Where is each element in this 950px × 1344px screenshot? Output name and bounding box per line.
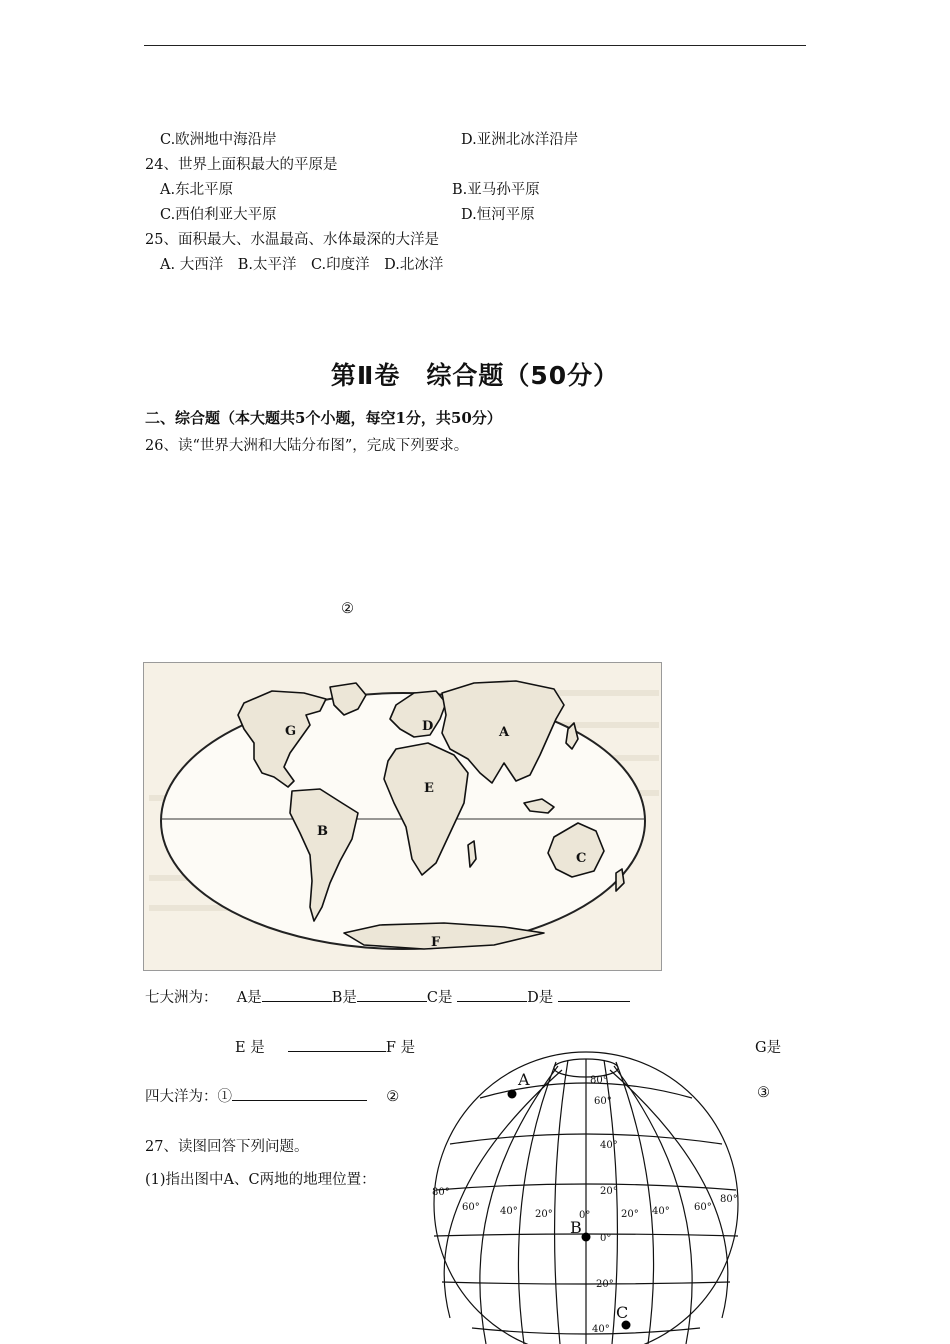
e-is-label: E 是 (235, 1040, 265, 1056)
map-label-f: F (431, 935, 441, 950)
q25-options: A. 大西洋 B.太平洋 C.印度洋 D.北冰洋 (160, 257, 444, 273)
q24-option-a: A.东北平原 (160, 182, 234, 198)
lon-label-60w: 60° (462, 1202, 480, 1213)
oceans-row (145, 1085, 399, 1106)
blank-e[interactable] (288, 1037, 386, 1052)
lon-label-20w: 20° (535, 1209, 553, 1220)
q24-option-c: C.西伯利亚大平原 (160, 207, 277, 223)
blank-d[interactable] (558, 987, 630, 1002)
ocean-2-mark: ② (386, 1089, 400, 1105)
ocean-3-mark: ③ (757, 1085, 770, 1101)
lon-label-60e: 60° (694, 1202, 712, 1213)
lon-line-40e (616, 1062, 654, 1344)
world-map-svg (144, 663, 661, 970)
lat-label-40s: 40° (592, 1324, 610, 1335)
globe-label-b: B (570, 1218, 582, 1237)
map-label-b: B (317, 824, 328, 839)
blank-b[interactable] (357, 987, 427, 1002)
d-is-label: D是 (527, 990, 554, 1006)
blank-c[interactable] (457, 987, 527, 1002)
q23-option-c: C.欧洲地中海沿岸 (160, 132, 277, 148)
section-title: 第Ⅱ卷 综合题（50分） (330, 361, 620, 390)
row-e-f (235, 1036, 415, 1057)
lat-label-0: 0° (600, 1233, 612, 1244)
lat-label-20: 20° (600, 1186, 618, 1197)
blank-ocean-1[interactable] (232, 1086, 367, 1101)
lon-label-20e: 20° (621, 1209, 639, 1220)
lat-label-80: 80° (590, 1075, 608, 1086)
q24-option-d: D.恒河平原 (461, 207, 535, 223)
map-label-g: G (285, 724, 297, 739)
q26-stem: 26、读“世界大洲和大陆分布图”，完成下列要求。 (145, 438, 469, 454)
map-label-d: D (422, 719, 434, 734)
c-is-label: C是 (426, 990, 453, 1006)
g-is-label: G是 (755, 1040, 782, 1056)
a-is-label: A是 (236, 990, 262, 1006)
q24-stem: 24、世界上面积最大的平原是 (145, 157, 338, 173)
q25-stem: 25、面积最大、水温最高、水体最深的大洋是 (145, 232, 439, 248)
lon-line-80w (444, 1070, 562, 1318)
lat-label-40: 40° (600, 1140, 618, 1151)
section-subtitle: 二、综合题（本大题共5个小题，每空1分，共50分） (145, 409, 502, 427)
globe-label-a: A (518, 1070, 530, 1089)
lon-label-0: 0° (579, 1210, 591, 1221)
blank-a[interactable] (262, 987, 332, 1002)
new-zealand-shape (616, 869, 624, 891)
world-continents-map (143, 662, 662, 971)
oceans-label: 四大洋为：① (145, 1089, 232, 1105)
lon-line-60w (480, 1066, 558, 1344)
lat-label-60: 60° (594, 1096, 612, 1107)
continents-label: 七大洲为： (145, 990, 218, 1006)
lon-label-40e: 40° (652, 1206, 670, 1217)
globe-point-a (508, 1090, 517, 1099)
f-is-label: F 是 (385, 1040, 416, 1056)
lon-label-80e: 80° (720, 1194, 738, 1205)
continents-row (145, 986, 630, 1007)
lon-label-40w: 40° (500, 1206, 518, 1217)
lat-lon-globe (428, 1028, 744, 1344)
lon-label-80w: 80° (432, 1187, 450, 1198)
lon-line-20w (555, 1060, 568, 1344)
q23-option-d: D.亚洲北冰洋沿岸 (461, 132, 579, 148)
q26-stray-mark: ② (341, 601, 354, 617)
globe-point-b (582, 1233, 591, 1242)
lon-line-80e (610, 1070, 728, 1318)
map-label-a: A (499, 725, 510, 740)
map-label-e: E (424, 781, 434, 796)
q27-part1: (1)指出图中A、C两地的地理位置： (145, 1172, 376, 1188)
header-rule (144, 45, 806, 46)
b-is-label: B是 (331, 990, 357, 1006)
lon-line-40w (518, 1062, 556, 1344)
map-label-c: C (576, 851, 587, 866)
lat-label-20s: 20° (596, 1279, 614, 1290)
q27-stem: 27、读图回答下列问题。 (145, 1139, 309, 1155)
globe-label-c: C (616, 1303, 629, 1322)
q24-option-b: B.亚马孙平原 (452, 182, 540, 198)
